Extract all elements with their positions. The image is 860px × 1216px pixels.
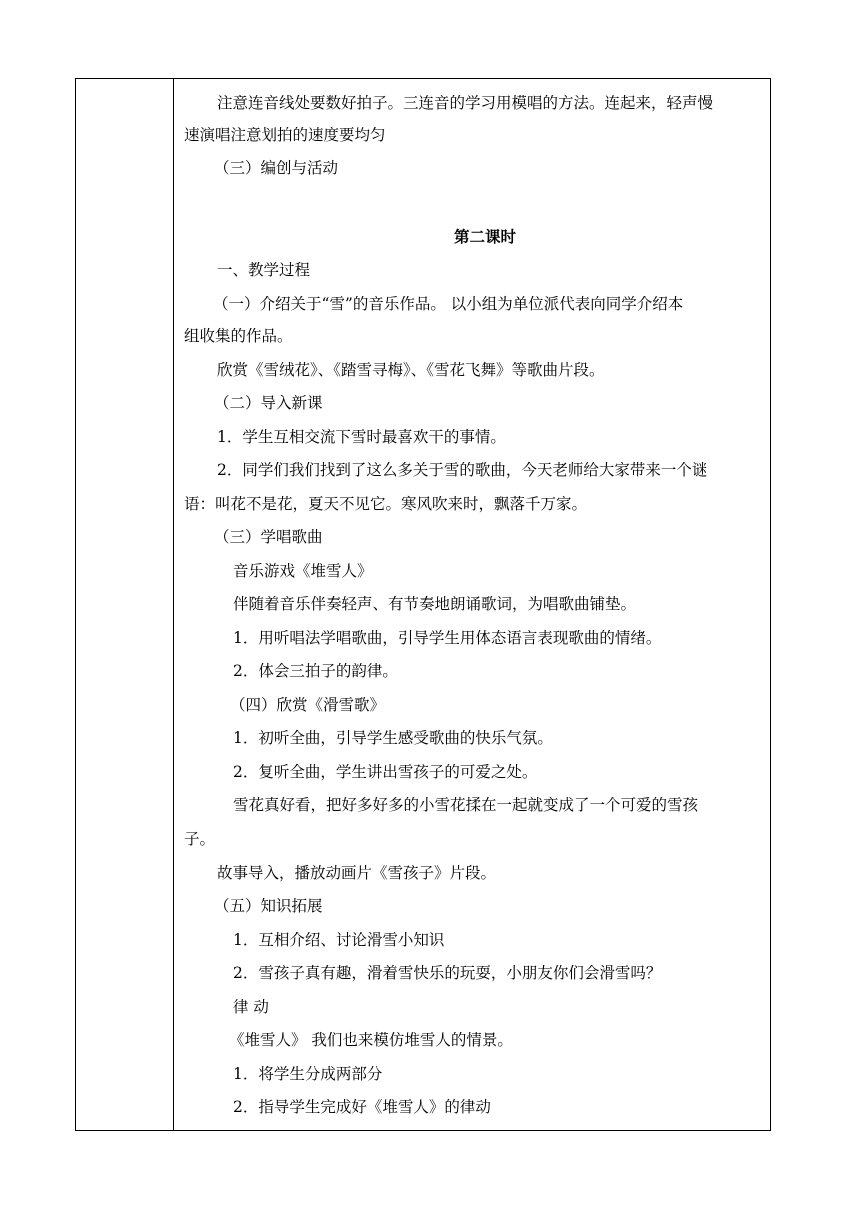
text-line: 1．初听全曲，引导学生感受歌曲的快乐气氛。 bbox=[233, 729, 553, 747]
text-line: 语：叫花不是花，夏天不见它。寒风吹来时，飘落千万家。 bbox=[184, 495, 588, 513]
text-line: 1．学生互相交流下雪时最喜欢干的事情。 bbox=[217, 428, 506, 446]
text-line: 1．互相介绍、讨论滑雪小知识 bbox=[233, 931, 445, 949]
text-line: 一、教学过程 bbox=[217, 261, 311, 279]
text-line: （五）知识拓展 bbox=[214, 897, 323, 915]
text-line: 律 动 bbox=[233, 998, 269, 1016]
table-left-column bbox=[76, 79, 174, 1130]
text-line: 组收集的作品。 bbox=[184, 327, 293, 345]
section-title: 第二课时 bbox=[454, 227, 517, 246]
text-line: 1．将学生分成两部分 bbox=[233, 1065, 383, 1083]
text-line: 注意连音线处要数好拍子。三连音的学习用模唱的方法。连起来，轻声慢 bbox=[217, 94, 714, 112]
text-line: 2．同学们我们找到了这么多关于雪的歌曲，今天老师给大家带来一个谜 bbox=[217, 461, 708, 479]
text-line: 子。 bbox=[184, 830, 216, 848]
text-line: 2．雪孩子真有趣，滑着雪快乐的玩耍，小朋友你们会滑雪吗？ bbox=[233, 964, 662, 982]
text-line: 1．用听唱法学唱歌曲，引导学生用体态语言表现歌曲的情绪。 bbox=[233, 629, 662, 647]
text-line: 2．体会三拍子的韵律。 bbox=[233, 662, 398, 680]
text-line: （一）介绍关于“雪”的音乐作品。 以小组为单位派代表向同学介绍本 bbox=[213, 295, 684, 313]
text-line: （三）编创与活动 bbox=[214, 159, 339, 177]
text-line: 伴随着音乐伴奏轻声、有节奏地朗诵歌词，为唱歌曲铺垫。 bbox=[233, 595, 637, 613]
text-line: 故事导入，播放动画片《雪孩子》片段。 bbox=[217, 864, 497, 882]
text-line: （二）导入新课 bbox=[214, 394, 323, 412]
text-line: 雪花真好看，把好多好多的小雪花揉在一起就变成了一个可爱的雪孩 bbox=[233, 796, 699, 814]
text-line: （三）学唱歌曲 bbox=[214, 528, 323, 546]
text-line: 2．复听全曲，学生讲出雪孩子的可爱之处。 bbox=[233, 763, 538, 781]
text-line: 《堆雪人》 我们也来模仿堆雪人的情景。 bbox=[229, 1031, 513, 1049]
text-line: 欣赏《雪绒花》、《踏雪寻梅》、《雪花飞舞》等歌曲片段。 bbox=[217, 361, 605, 379]
text-line: 速演唱注意划拍的速度要均匀 bbox=[184, 126, 386, 144]
text-line: 音乐游戏《堆雪人》 bbox=[233, 562, 373, 580]
text-line: 2．指导学生完成好《堆雪人》的律动 bbox=[233, 1098, 491, 1116]
text-line: （四）欣赏《滑雪歌》 bbox=[230, 696, 386, 714]
